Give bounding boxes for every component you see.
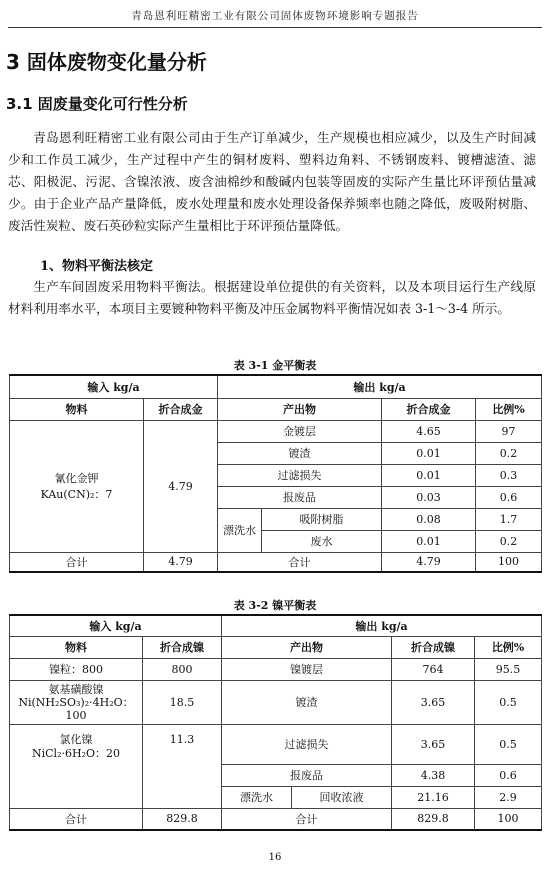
total-out: 829.8 xyxy=(392,808,475,830)
table-cell: 95.5 xyxy=(475,658,542,680)
table-cell: 21.16 xyxy=(392,786,475,808)
page-header: 青岛恩利旺精密工业有限公司固体废物环境影响专题报告 xyxy=(131,10,419,22)
total-ratio: 100 xyxy=(475,808,542,830)
table-cell: 0.01 xyxy=(382,530,476,552)
col-material: 物料 xyxy=(10,636,143,658)
table-cell: 3.65 xyxy=(392,680,475,724)
table-cell: 0.6 xyxy=(475,764,542,786)
total-label-in: 合计 xyxy=(10,552,144,572)
col-ratio: 比例% xyxy=(475,636,542,658)
nickel-balance-table xyxy=(9,614,542,831)
table-cell: 11.3 xyxy=(143,724,222,808)
output-header: 输出 kg/a xyxy=(222,615,542,636)
input-header: 输入 kg/a xyxy=(10,615,222,636)
col-converted-out: 折合成金 xyxy=(382,398,476,420)
total-label-out: 合计 xyxy=(218,552,382,572)
col-product: 产出物 xyxy=(222,636,392,658)
table-cell: 镀渣 xyxy=(218,442,382,464)
table-cell: 4.38 xyxy=(392,764,475,786)
paragraph-1: 青岛恩利旺精密工业有限公司由于生产订单减少，生产规模也相应减少，以及生产时间减少和工作员工减少，生产过程中产生的铜材废料、塑料边角料、不锈钢废料、镀槽滤渣、滤芯、阳极泥、污泥、含镍浓液、废含油棉纱和酸碱内包装等固废的实际产生量比环评预估量减少。由于企业产品产量降低，废水处理量和废水处理设备保养频率也随之降低，废吸附树脂、废活性炭粒、废石英砂粒实际产生量相比于环评预估量降低。 xyxy=(8,130,536,233)
table2-caption: 表 3-2 镍平衡表 xyxy=(233,599,317,612)
table-cell: 764 xyxy=(392,658,475,680)
rinse-group: 漂洗水 xyxy=(218,508,262,552)
table-cell: 报废品 xyxy=(222,764,392,786)
col-converted-in: 折合成金 xyxy=(144,398,218,420)
table-cell: 0.3 xyxy=(476,464,542,486)
table-cell: 800 xyxy=(143,658,222,680)
table-cell: 4.65 xyxy=(382,420,476,442)
table-cell: 3.65 xyxy=(392,724,475,764)
table-cell: 报废品 xyxy=(218,486,382,508)
table-cell: 镍镀层 xyxy=(222,658,392,680)
table-cell: 镀渣 xyxy=(222,680,392,724)
col-converted-out: 折合成镍 xyxy=(392,636,475,658)
table-cell: 吸附树脂 xyxy=(262,508,382,530)
total-label-in: 合计 xyxy=(10,808,143,830)
material-name: 氰化金钾 xyxy=(54,472,99,485)
paragraph-2: 生产车间固废采用物料平衡法。根据建设单位提供的有关资料，以及本项目运行生产线原材料利用率水平，本项目主要镀种物料平衡及冲压金属物料平衡情况如表 3-1～3-4 所示。 xyxy=(8,279,536,316)
table-cell: 0.03 xyxy=(382,486,476,508)
table-cell: 过滤损失 xyxy=(218,464,382,486)
col-product: 产出物 xyxy=(218,398,382,420)
col-material: 物料 xyxy=(10,398,144,420)
material-cell xyxy=(10,724,143,808)
col-converted-in: 折合成镍 xyxy=(143,636,222,658)
total-in: 829.8 xyxy=(143,808,222,830)
material-cell: 镍粒：800 xyxy=(10,658,143,680)
table-cell: 0.01 xyxy=(382,442,476,464)
rinse-group: 漂洗水 xyxy=(222,786,292,808)
total-out: 4.79 xyxy=(382,552,476,572)
page-number: 16 xyxy=(268,852,282,863)
material-line: NiCl₂·6H₂O：20 xyxy=(32,746,120,760)
material-cell xyxy=(10,420,144,552)
input-header: 输入 kg/a xyxy=(10,375,218,398)
total-ratio: 100 xyxy=(476,552,542,572)
output-header: 输出 kg/a xyxy=(218,375,542,398)
table-cell: 0.6 xyxy=(476,486,542,508)
total-label-out: 合计 xyxy=(222,808,392,830)
table-cell: 回收浓液 xyxy=(292,786,392,808)
material-line: 氨基磺酸镍 xyxy=(48,682,104,696)
table-cell: 0.08 xyxy=(382,508,476,530)
material-line: Ni(NH₂SO₃)₂·4H₂O： xyxy=(18,695,134,709)
table-cell: 0.5 xyxy=(475,680,542,724)
material-line: 氯化镍 xyxy=(59,732,93,746)
table-cell: 0.2 xyxy=(476,530,542,552)
gold-balance-table xyxy=(9,374,542,573)
material-formula: KAu(CN)₂：7 xyxy=(40,488,113,501)
material-line: 100 xyxy=(65,708,87,722)
table-cell: 97 xyxy=(476,420,542,442)
table-cell: 18.5 xyxy=(143,680,222,724)
col-ratio: 比例% xyxy=(476,398,542,420)
subheading-material-balance: 1、物料平衡法核定 xyxy=(40,259,154,274)
table-cell: 0.2 xyxy=(476,442,542,464)
subsection-heading: 3.1 固废量变化可行性分析 xyxy=(6,95,188,113)
table-cell: 0.5 xyxy=(475,724,542,764)
total-in: 4.79 xyxy=(144,552,218,572)
table1-caption: 表 3-1 金平衡表 xyxy=(233,359,317,372)
table-cell: 0.01 xyxy=(382,464,476,486)
table-cell: 2.9 xyxy=(475,786,542,808)
header-rule xyxy=(8,27,542,28)
table-cell: 金镀层 xyxy=(218,420,382,442)
section-heading: 3 固体废物变化量分析 xyxy=(6,50,207,74)
table-cell: 过滤损失 xyxy=(222,724,392,764)
table-cell: 1.7 xyxy=(476,508,542,530)
material-value: 4.79 xyxy=(144,420,218,552)
table-cell: 废水 xyxy=(262,530,382,552)
material-cell xyxy=(10,680,143,724)
